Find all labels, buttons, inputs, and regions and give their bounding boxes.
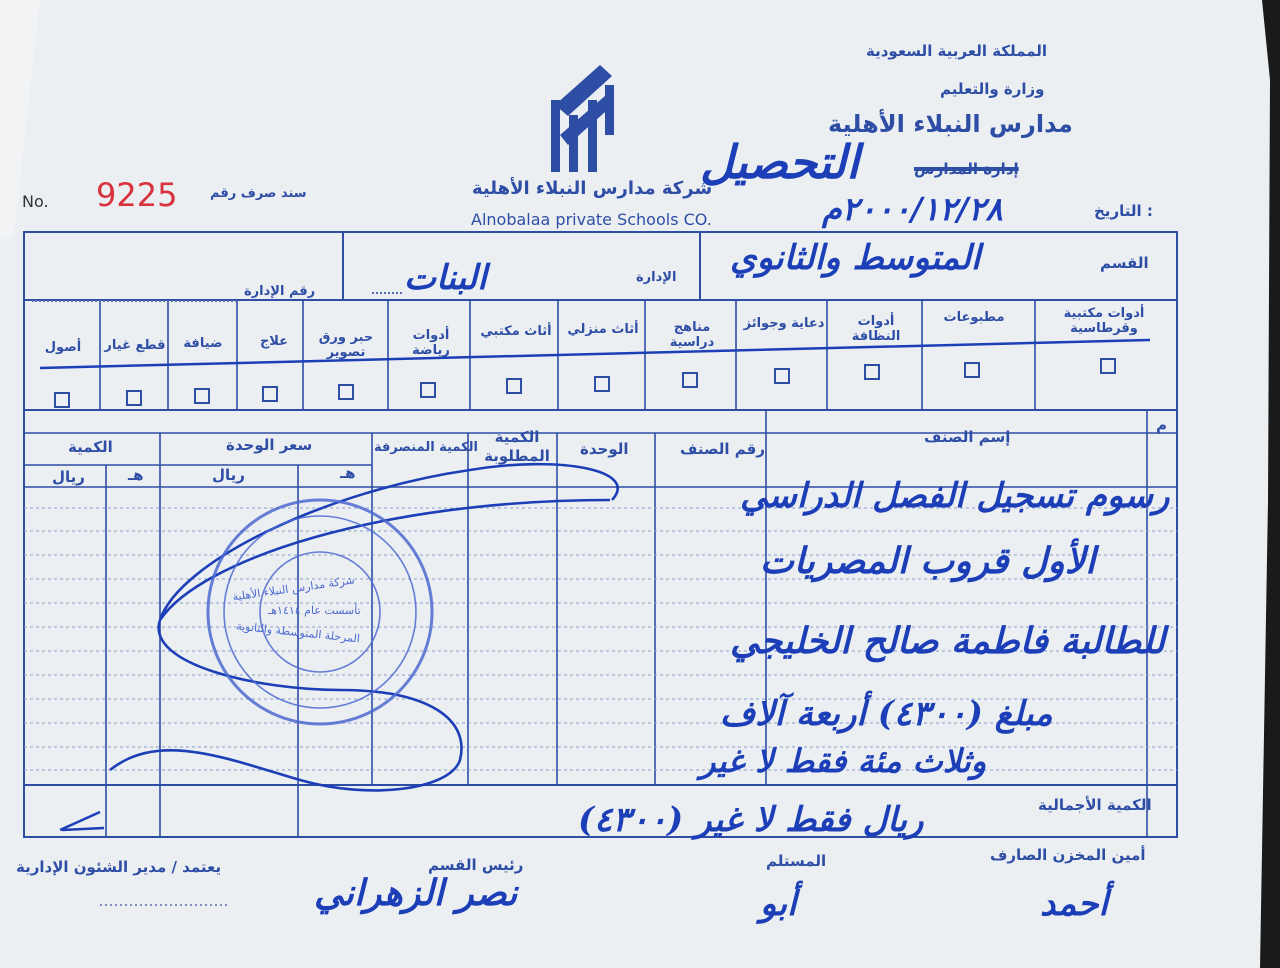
header-unit: الوحدة xyxy=(580,440,629,458)
category-cleaning: أدوات النظافة xyxy=(851,314,901,344)
header-quantity: الكمية xyxy=(68,438,113,456)
header-price-halala: هـ xyxy=(340,464,356,482)
category-advertising: دعاية وجوائز xyxy=(743,316,825,331)
item-line-2: الأول قروب المصريات xyxy=(760,540,1096,582)
management-number-label: رقم الإدارة xyxy=(244,284,316,299)
company-name-en: Alnobalaa private Schools CO. xyxy=(471,210,712,229)
category-sports: أدوات رياضة xyxy=(412,328,450,358)
checkbox-assets[interactable] xyxy=(54,392,70,408)
date-value: ٢٠٠٠/١٢/٢٨م xyxy=(822,190,1003,228)
category-ink-paper: حبر ورق تصوير xyxy=(318,330,374,360)
item-line-3: للطالبة فاطمة صالح الخليجي xyxy=(730,620,1166,662)
checkbox-sports[interactable] xyxy=(420,382,436,398)
stamp-line-3: المرحلة المتوسطة والثانوية xyxy=(235,619,361,646)
category-stationery: أدوات مكتبية وقرطاسية xyxy=(1063,306,1145,336)
checkbox-stationery[interactable] xyxy=(1100,358,1116,374)
country-heading: المملكة العربية السعودية xyxy=(866,42,1048,60)
category-prints: مطبوعات xyxy=(943,310,1005,325)
voucher-no-label: No. xyxy=(22,192,49,211)
voucher-number: 9225 xyxy=(96,176,178,214)
management-label: الإدارة xyxy=(636,270,677,285)
stamp-line-2: تأسست عام ١٤١٤هـ xyxy=(268,604,361,617)
stamp-line-1: شركة مدارس النبلاء الأهلية xyxy=(231,573,356,604)
header-qty-issued: الكمية المنصرفة xyxy=(374,440,478,455)
category-home-furniture: أثاث منزلي xyxy=(567,322,639,337)
total-label: الكمية الأجمالية xyxy=(1038,796,1152,814)
receiver-label: المستلم xyxy=(766,852,827,870)
header-qty-riyal: ريال xyxy=(52,468,85,486)
item-line-4: مبلغ (٤٣٠٠) أربعة آلاف xyxy=(720,694,1053,734)
category-hospitality: ضيافة xyxy=(183,336,223,351)
header-unit-price: سعر الوحدة xyxy=(226,436,313,454)
voucher-label: سند صرف رقم xyxy=(210,186,307,201)
header-qty-halala: هـ xyxy=(128,466,144,484)
dept-head-signature: نصر الزهراني xyxy=(314,872,518,914)
checkbox-cleaning[interactable] xyxy=(864,364,880,380)
item-line-1: رسوم تسجيل الفصل الدراسي xyxy=(740,476,1170,516)
management-dots xyxy=(372,292,402,294)
handwritten-department: التحصيل xyxy=(700,135,859,189)
category-curricula: مناهج دراسية xyxy=(669,320,715,350)
header-number: م xyxy=(1156,416,1167,434)
total-handwritten: (٤٣٠٠) ريال فقط لا غير xyxy=(578,800,924,840)
checkbox-curricula[interactable] xyxy=(682,372,698,388)
checkbox-spare-parts[interactable] xyxy=(126,390,142,406)
struck-department: إدارة المدارس xyxy=(914,160,1019,178)
receiver-signature: أبو xyxy=(760,884,797,924)
dept-head-label: رئيس القسم xyxy=(428,856,524,874)
checkbox-ink-paper[interactable] xyxy=(338,384,354,400)
category-office-furniture: أثاث مكتبي xyxy=(480,324,552,339)
date-label: التاريخ : xyxy=(1094,202,1153,220)
category-assets: أصول xyxy=(44,340,82,355)
approver-label: يعتمد / مدير الشئون الإدارية xyxy=(16,858,222,876)
checkbox-treatment[interactable] xyxy=(262,386,278,402)
checkbox-prints[interactable] xyxy=(964,362,980,378)
management-value: البنات xyxy=(404,258,487,298)
category-spare-parts: قطع غيار xyxy=(104,338,166,353)
company-name-ar: شركة مدارس النبلاء الأهلية xyxy=(472,178,713,199)
checkbox-hospitality[interactable] xyxy=(194,388,210,404)
header-item-no: رقم الصنف xyxy=(680,440,765,458)
section-value: المتوسط والثانوي xyxy=(730,238,981,278)
header-qty-requested: الكمية المطلوبة xyxy=(484,428,550,465)
management-number-field xyxy=(32,300,237,302)
header-item-name: إسم الصنف xyxy=(924,428,1011,446)
item-line-5: وثلاث مئة فقط لا غير xyxy=(700,742,987,780)
header-price-riyal: ريال xyxy=(212,466,245,484)
category-treatment: علاج xyxy=(259,334,289,349)
section-label: القسم xyxy=(1100,254,1149,272)
checkbox-home-furniture[interactable] xyxy=(594,376,610,392)
storekeeper-label: أمين المخزن الصارف xyxy=(990,846,1146,864)
checkbox-advertising[interactable] xyxy=(774,368,790,384)
school-heading: مدارس النبلاء الأهلية xyxy=(828,110,1073,138)
storekeeper-signature: أحمد xyxy=(1040,884,1108,924)
ministry-heading: وزارة والتعليم xyxy=(940,80,1045,98)
checkbox-office-furniture[interactable] xyxy=(506,378,522,394)
